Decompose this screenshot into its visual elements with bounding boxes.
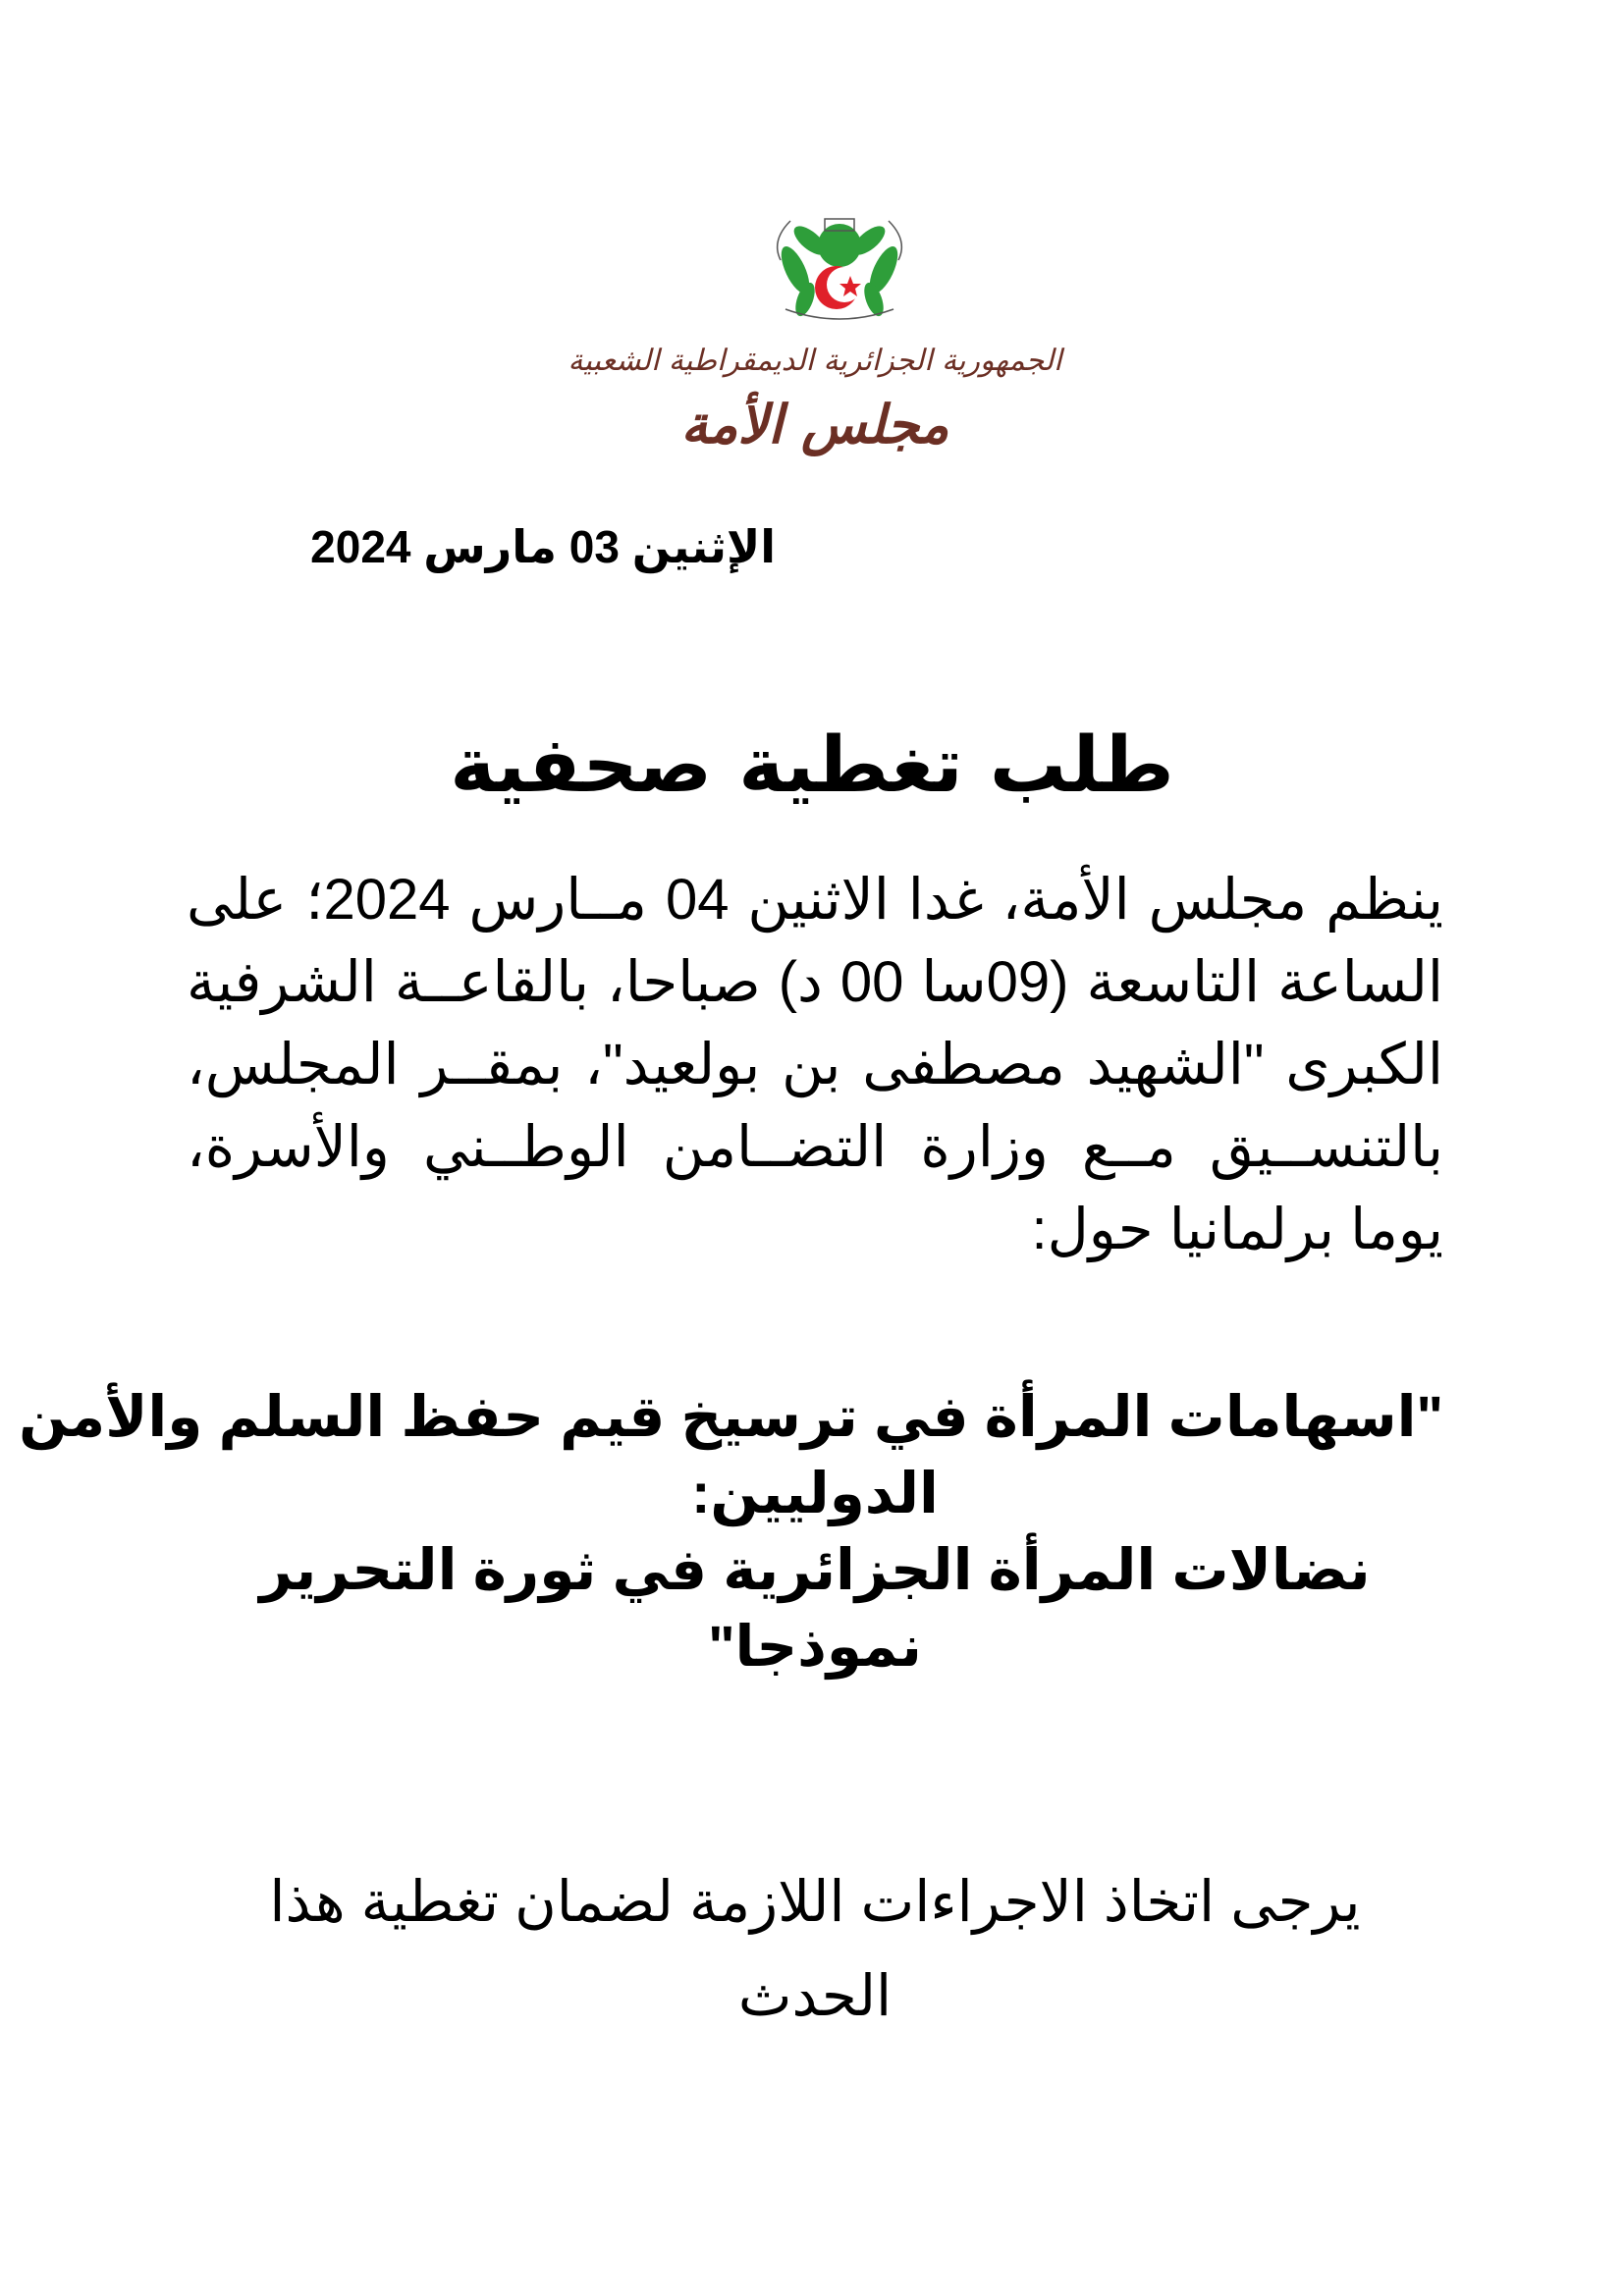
closing-request: يرجى اتخاذ الاجراءات اللازمة لضمان تغطية هذا الحدث: [269, 1870, 1361, 2028]
document-date: الإثنين 03 مارس 2024: [310, 521, 776, 572]
document-title: طلب تغطية صحفية: [450, 721, 1174, 810]
algeria-emblem-icon: [756, 201, 923, 334]
council-name-logo: مجلس الأمة: [680, 393, 949, 455]
event-theme: [19, 1379, 1443, 1685]
announcement-body: ينظم مجلس الأمة، غدا الاثنين 04 مــارس 2024؛ على الساعة التاسعة (09سا 00 د) صباحا، بالقاعــة الشرفية الكبرى "الشهيد مصطفى بن بولعيد"، بمقــر المجلس، بالتنســيق مــع وزارة التضــامن الوطــني والأسرة، يوما برلمانيا حول:: [187, 868, 1443, 1261]
event-theme-line: "اسهامات المرأة في ترسيخ قيم حفظ السلم والأمن: [19, 1385, 1443, 1449]
event-theme-line: الدوليين:: [691, 1462, 939, 1525]
event-theme-line: نضالات المرأة الجزائرية في ثورة التحرير: [259, 1538, 1371, 1602]
event-theme-line: نموذجا": [708, 1615, 922, 1679]
republic-name: الجمهورية الجزائرية الديمقراطية الشعبية: [568, 344, 1062, 378]
